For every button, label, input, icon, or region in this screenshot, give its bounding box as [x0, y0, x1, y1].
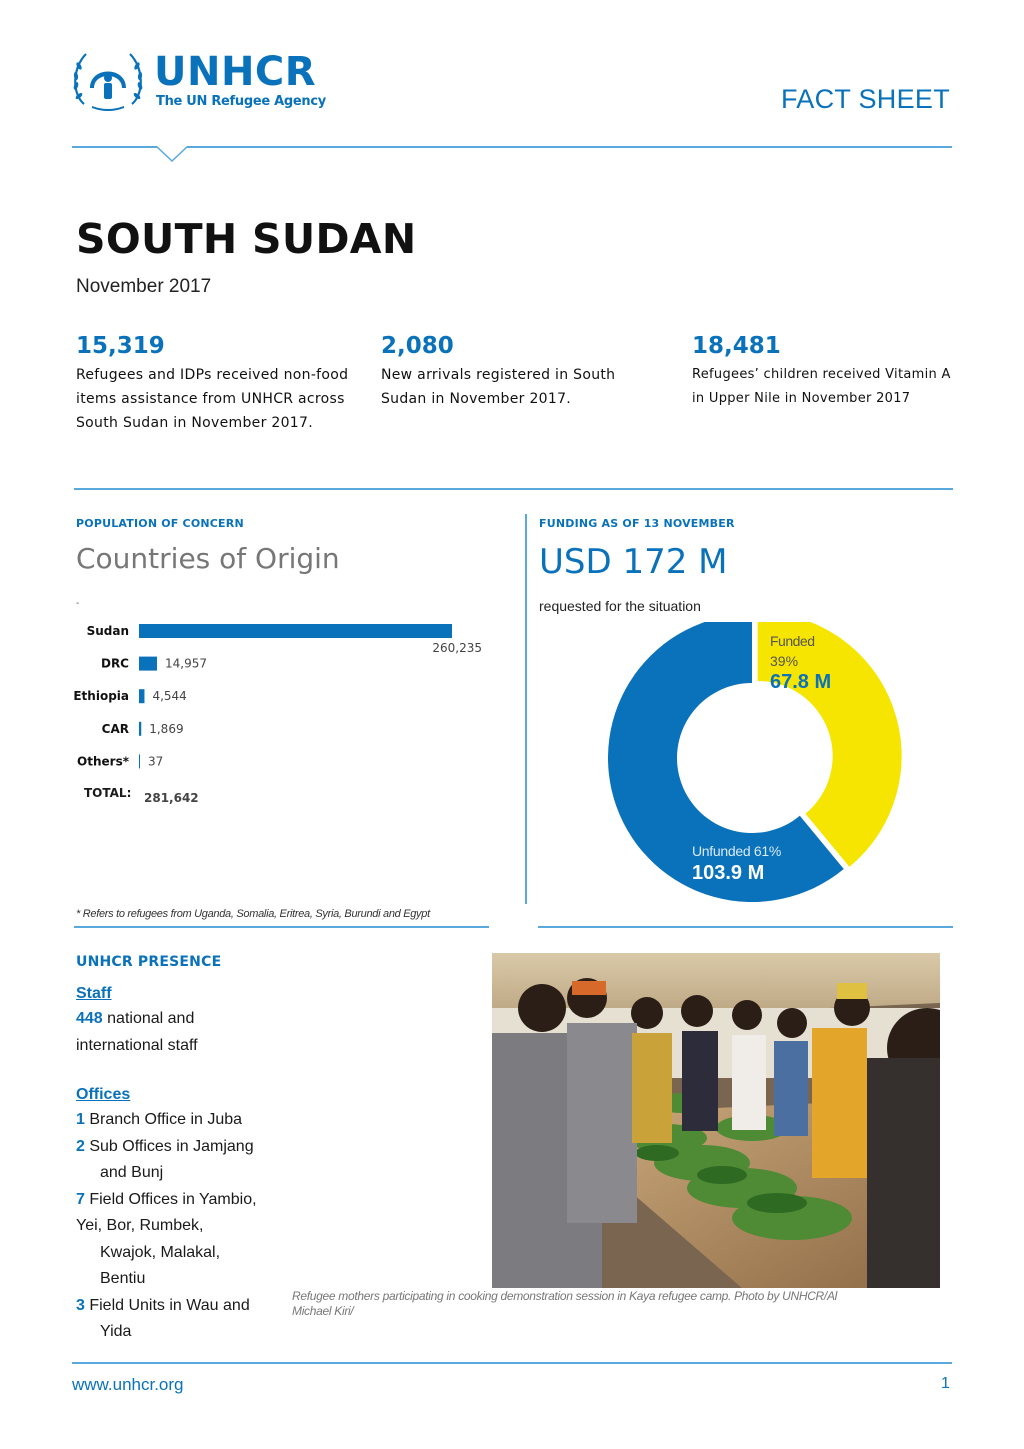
stat-block — [692, 333, 954, 411]
photo-caption — [292, 1289, 957, 1319]
office-count: 1 — [76, 1111, 85, 1128]
page-title: SOUTH SUDAN — [76, 215, 417, 263]
stat-block — [76, 333, 356, 435]
stat-text: New arrivals registered in South Sudan in November 2017. — [381, 367, 616, 407]
chevron-down-icon — [155, 146, 189, 162]
photo-caption-line: Refugee mothers participating in cooking demonstration session in Kaya refugee camp. Photo by UNHCR/Al — [292, 1289, 838, 1303]
office-count: 3 — [76, 1296, 85, 1314]
office-text: Field Offices in Yambio, — [84, 1190, 257, 1208]
funded-percent: 39% — [770, 653, 799, 669]
population-title: Countries of Origin — [76, 542, 340, 575]
funded-label: Funded — [770, 633, 815, 649]
population-bottom-divider — [74, 926, 489, 928]
header-divider — [72, 146, 952, 148]
total-value: 281,642 — [144, 791, 199, 805]
bar-value-label: 14,957 — [164, 656, 207, 671]
bar — [139, 722, 141, 736]
bar — [139, 689, 144, 703]
bar-value-label: 1,869 — [149, 721, 184, 736]
population-footnote: * Refers to refugees from Uganda, Somalia, Eritrea, Syria, Burundi and Egypt — [76, 908, 430, 920]
office-count: 7 — [76, 1190, 85, 1208]
bar-value-label: 260,235 — [432, 641, 482, 655]
staff-heading[interactable]: Staff — [76, 985, 112, 1002]
funding-amount: USD 172 M — [539, 542, 728, 582]
staff-text: national and — [102, 1010, 195, 1027]
office-text: Branch Office in Juba — [84, 1111, 243, 1128]
stat-block — [381, 333, 641, 411]
bar — [139, 754, 140, 768]
photo-caption-line: Michael Kiri/ — [292, 1304, 354, 1318]
unhcr-logo[interactable] — [70, 48, 340, 112]
unfunded-label: Unfunded 61% — [692, 843, 782, 859]
bar-value-label: 37 — [148, 754, 164, 769]
office-item-cont: Kwajok, Malakal, — [100, 1243, 221, 1261]
stat-number: 2,080 — [381, 333, 454, 359]
logo-wordmark: UNHCR — [154, 49, 317, 95]
logo-tagline: The UN Refugee Agency — [156, 94, 326, 109]
stat-text: Refugees and IDPs received non-food items assistance from UNHCR across South Sudan in November 2017. — [76, 367, 349, 431]
office-item — [76, 1107, 291, 1134]
origin-bar-chart-svg — [60, 615, 510, 815]
population-section-label: POPULATION OF CONCERN — [76, 517, 244, 530]
presence-list — [76, 982, 291, 1346]
stat-number: 15,319 — [76, 333, 165, 359]
office-text: Field Units in Wau and — [84, 1296, 250, 1314]
stats-divider — [74, 488, 953, 490]
origin-bar-chart — [60, 615, 510, 815]
office-item-cont: Yei, Bor, Rumbek, — [76, 1217, 204, 1234]
offices-heading[interactable]: Offices — [76, 1086, 131, 1103]
unfunded-amount: 103.9 M — [692, 862, 765, 884]
funding-subtitle: requested for the situation — [539, 598, 701, 614]
page-number: 1 — [941, 1375, 950, 1392]
presence-section-label: UNHCR PRESENCE — [76, 954, 222, 970]
laurel-figure-icon — [70, 48, 146, 112]
office-item-cont: Yida — [100, 1323, 132, 1340]
footer-url[interactable]: www.unhcr.org — [72, 1375, 184, 1394]
office-item — [76, 1187, 291, 1214]
bar — [139, 657, 157, 671]
staff-line-cont: international staff — [76, 1036, 198, 1054]
cooking-demonstration-photo — [492, 953, 940, 1288]
column-divider — [525, 514, 527, 904]
staff-line — [76, 1006, 291, 1033]
photo-illustration — [492, 953, 940, 1288]
bar-category-label: DRC — [100, 656, 129, 671]
office-count: 2 — [76, 1137, 85, 1155]
stat-text: Refugees’ children received Vitamin A in Upper Nile in November 2017 — [692, 367, 951, 406]
page-date: November 2017 — [76, 276, 212, 297]
office-text: Sub Offices in Jamjang — [84, 1137, 254, 1155]
population-dash: - — [76, 598, 80, 609]
office-item — [76, 1134, 291, 1161]
office-item — [76, 1293, 291, 1320]
bar-category-label: Others* — [77, 754, 129, 769]
bar-category-label: Sudan — [86, 624, 129, 638]
stat-number: 18,481 — [692, 333, 781, 359]
total-label: TOTAL: — [84, 786, 132, 800]
footer-divider — [72, 1362, 952, 1364]
funded-amount: 67.8 M — [770, 671, 832, 693]
funding-donut-chart — [600, 622, 910, 922]
bar-category-label: Ethiopia — [73, 689, 129, 704]
doc-type-label: FACT SHEET — [780, 84, 950, 114]
bar-category-label: CAR — [101, 721, 129, 736]
funding-bottom-divider — [538, 926, 953, 928]
office-item-cont: and Bunj — [100, 1164, 164, 1181]
funding-section-label: FUNDING AS OF 13 NOVEMBER — [539, 517, 735, 530]
bar-value-label: 4,544 — [152, 689, 187, 704]
office-item-cont: Bentiu — [100, 1270, 146, 1287]
bar — [139, 624, 452, 638]
staff-number: 448 — [76, 1010, 103, 1027]
